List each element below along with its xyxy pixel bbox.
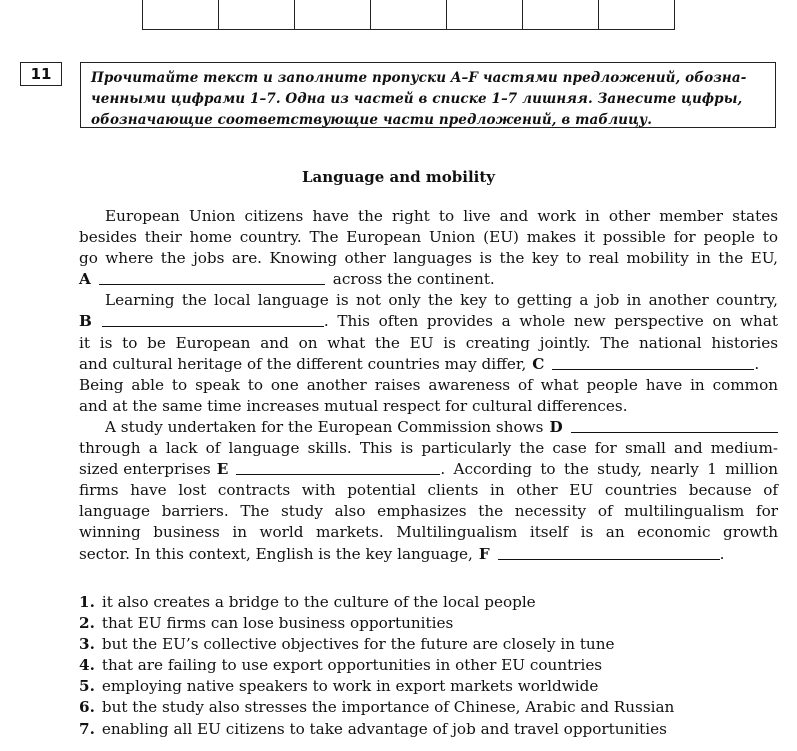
text-line — [79, 375, 778, 396]
gap-c-blank[interactable] — [552, 354, 754, 370]
gap-d-blank[interactable] — [571, 417, 778, 433]
text-line — [79, 501, 778, 522]
text-line — [79, 396, 778, 417]
text-segment: it is to be European and on what the EU is creating jointly. The national histories — [79, 333, 778, 352]
gap-b-blank[interactable] — [102, 311, 324, 327]
text-segment: and cultural heritage of the different countries may differ, — [79, 354, 527, 373]
gap-letter-b: B — [79, 312, 92, 331]
gap-a-blank[interactable] — [99, 269, 325, 285]
answer-cell[interactable] — [143, 0, 219, 30]
list-item — [79, 719, 779, 740]
instruction-line: ченными цифрами 1–7. Одна из частей в списке 1–7 лишняя. Занесите цифры, — [91, 91, 743, 107]
text-line — [79, 438, 778, 459]
text-segment: language barriers. The study also emphasizes the necessity of multilingualism for — [79, 502, 778, 521]
answer-cell[interactable] — [219, 0, 295, 30]
option-number: 1. — [79, 593, 95, 611]
answer-table — [142, 0, 675, 30]
text-line — [79, 522, 778, 543]
text-segment: European Union citizens have the right to live and work in other member states — [105, 207, 778, 225]
text-segment: sector. In this context, English is the key language, — [79, 544, 473, 563]
option-text: enabling all EU citizens to take advantage of job and travel opportunities — [101, 719, 667, 738]
list-item — [79, 655, 779, 676]
gap-letter-d: D — [549, 417, 563, 436]
option-number: 2. — [79, 614, 95, 633]
answer-cell[interactable] — [295, 0, 371, 30]
text-segment: Being able to speak to one another raises awareness of what people have in common — [79, 375, 778, 394]
text-line — [79, 269, 778, 290]
gap-letter-f: F — [478, 544, 490, 563]
text-line — [79, 311, 778, 332]
text-line — [79, 459, 778, 480]
option-text: but the study also stresses the importance of Chinese, Arabic and Russian — [101, 698, 675, 717]
option-number: 4. — [79, 656, 95, 675]
answer-cell[interactable] — [371, 0, 447, 30]
text-segment: winning business in world markets. Multilingualism itself is an economic growth — [79, 523, 778, 542]
gap-letter-e: E — [216, 460, 229, 479]
text-line — [79, 417, 778, 438]
text-segment: firms have lost contracts with potential clients in other EU countries because of — [79, 481, 778, 500]
text-line — [79, 227, 778, 248]
options-list — [79, 592, 779, 740]
task-instruction — [80, 62, 776, 128]
option-number: 3. — [79, 635, 95, 654]
text-line — [79, 480, 778, 501]
list-item — [79, 697, 779, 718]
article-text — [79, 206, 778, 565]
text-segment: besides their home country. The European Union (EU) makes it possible for people to — [79, 228, 778, 247]
option-number: 5. — [79, 677, 95, 696]
list-item — [79, 676, 779, 697]
text-line — [79, 354, 778, 375]
option-number: 6. — [79, 698, 95, 717]
text-segment: A study undertaken for the European Commission shows — [105, 417, 544, 436]
article-title: Language and mobility — [302, 168, 495, 186]
instruction-line: обозначающие соответствующие части предложений, в таблицу. — [91, 112, 653, 128]
text-segment: sized enterprises — [79, 460, 211, 479]
option-number: 7. — [79, 719, 95, 738]
text-line — [79, 333, 778, 354]
text-segment: . — [754, 354, 760, 373]
text-segment: . — [719, 544, 725, 563]
option-text: but the EU’s collective objectives for the future are closely in tune — [101, 635, 615, 654]
gap-e-blank[interactable] — [236, 459, 440, 475]
answer-cell[interactable] — [599, 0, 675, 30]
option-text: employing native speakers to work in export markets worldwide — [101, 677, 599, 696]
list-item — [79, 634, 779, 655]
text-segment: across the continent. — [332, 270, 495, 289]
answer-cell[interactable] — [447, 0, 523, 30]
gap-letter-a: A — [79, 270, 91, 289]
option-text: that are failing to use export opportunities in other EU countries — [101, 656, 603, 675]
instruction-line: Прочитайте текст и заполните пропуски A–F частями предложений, обозна- — [91, 70, 747, 86]
text-segment: . This often provides a whole new perspective on what — [323, 312, 778, 331]
text-line — [79, 248, 778, 269]
task-number: 11 — [20, 62, 62, 86]
text-line — [79, 206, 778, 227]
text-segment: and at the same time increases mutual respect for cultural differences. — [79, 396, 628, 415]
text-line — [79, 290, 778, 311]
option-text: that EU firms can lose business opportunities — [101, 614, 454, 633]
answer-cell[interactable] — [523, 0, 599, 30]
list-item — [79, 613, 779, 634]
text-segment: . According to the study, nearly 1 million — [440, 460, 778, 479]
text-segment: through a lack of language skills. This is particularly the case for small and medium- — [79, 439, 778, 458]
gap-f-blank[interactable] — [498, 544, 720, 560]
option-text: it also creates a bridge to the culture of the local people — [101, 593, 536, 611]
text-line — [79, 544, 778, 565]
text-segment: Learning the local language is not only the key to getting a job in another country, — [105, 291, 778, 310]
text-segment: go where the jobs are. Knowing other languages is the key to real mobility in the EU, — [79, 249, 778, 268]
gap-letter-c: C — [532, 354, 545, 373]
list-item — [79, 592, 779, 613]
